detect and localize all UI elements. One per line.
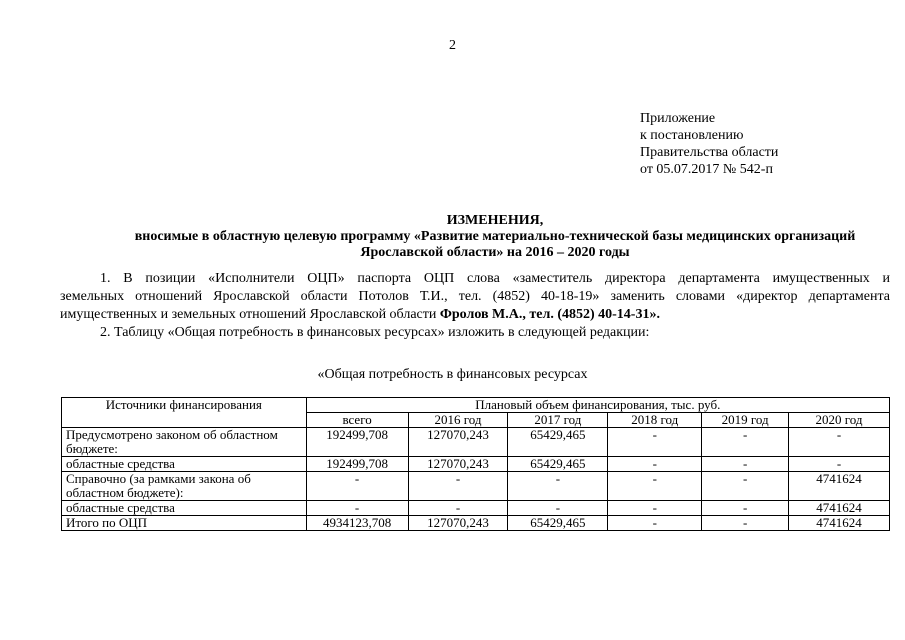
table-cell: 127070,243 [408, 516, 508, 531]
table-header-row-1 [62, 398, 890, 413]
appendix-block [640, 110, 778, 178]
column-header: 2018 год [608, 413, 702, 428]
title-line-3: Ярославской области» на 2016 – 2020 годы [360, 245, 630, 260]
row-source: областные средства [62, 457, 307, 472]
table-cell: - [702, 472, 789, 501]
table-row-total [62, 516, 890, 531]
table-row [62, 457, 890, 472]
table-cell: - [306, 501, 408, 516]
table-cell: 65429,465 [508, 457, 608, 472]
table-cell: 65429,465 [508, 516, 608, 531]
paragraph-1-line-3 [60, 306, 890, 324]
table-cell: - [508, 501, 608, 516]
table-cell: - [608, 501, 702, 516]
table-cell: 4741624 [789, 501, 890, 516]
table-row [62, 472, 890, 501]
table-cell: - [608, 428, 702, 457]
column-header: 2019 год [702, 413, 789, 428]
appendix-line-3: Правительства области [640, 145, 779, 160]
paragraph-2-line-1: 2. Таблицу «Общая потребность в финансовых ресурсах» изложить в следующей редакции: [100, 325, 650, 340]
paragraph-1-line-3-text: имущественных и земельных отношений Ярославской области [60, 307, 440, 322]
appendix-line-1: Приложение [640, 111, 716, 126]
table-cell: - [702, 457, 789, 472]
table-cell: - [789, 428, 890, 457]
table-cell: 127070,243 [408, 457, 508, 472]
table-row [62, 428, 890, 457]
row-source: Итого по ОЦП [62, 516, 307, 531]
paragraph-1-line-1: 1. В позиции «Исполнители ОЦП» паспорта ОЦП слова «заместитель директора департамента имущественных и [100, 271, 890, 286]
paragraph-1-line-3-bold: Фролов М.А., тел. (4852) 40-14-31». [439, 307, 660, 322]
column-header: 2017 год [508, 413, 608, 428]
table-cell: 4741624 [789, 472, 890, 501]
table-cell: 4741624 [789, 516, 890, 531]
column-header: 2020 год [789, 413, 890, 428]
page-number: 2 [449, 38, 456, 53]
paragraph-1-line-2: земельных отношений Ярославской области Потолов Т.И., тел. (4852) 40-18-19» заменить словами «директор департамента [60, 289, 890, 304]
table-cell: - [306, 472, 408, 501]
table-caption: «Общая потребность в финансовых ресурсах [317, 367, 588, 382]
table-cell: 192499,708 [306, 428, 408, 457]
header-plan: Плановый объем финансирования, тыс. руб. [306, 398, 889, 413]
appendix-line-4: от 05.07.2017 № 542-п [640, 162, 773, 177]
table-cell: 4934123,708 [306, 516, 408, 531]
row-source: Справочно (за рамками закона об областном бюджете): [62, 472, 307, 501]
table-cell: - [702, 428, 789, 457]
table-cell: - [608, 472, 702, 501]
table-cell: - [408, 501, 508, 516]
financing-table [61, 397, 890, 531]
table-cell: - [608, 516, 702, 531]
header-source: Источники финансирования [62, 398, 307, 428]
table-cell: - [408, 472, 508, 501]
table-cell: - [608, 457, 702, 472]
table-cell: 127070,243 [408, 428, 508, 457]
row-source: областные средства [62, 501, 307, 516]
table-cell: 192499,708 [306, 457, 408, 472]
title-heading: ИЗМЕНЕНИЯ, [446, 213, 544, 228]
table-cell: - [702, 516, 789, 531]
table-cell: - [508, 472, 608, 501]
row-source: Предусмотрено законом об областном бюджете: [62, 428, 307, 457]
paragraph-1 [60, 270, 890, 324]
paragraph-2 [60, 324, 890, 342]
table-row [62, 501, 890, 516]
column-header: 2016 год [408, 413, 508, 428]
appendix-line-2: к постановлению [640, 128, 744, 143]
table-cell: 65429,465 [508, 428, 608, 457]
document-title [60, 213, 905, 261]
table-cell: - [702, 501, 789, 516]
column-header: всего [306, 413, 408, 428]
title-line-2: вносимые в областную целевую программу «Развитие материально-технической базы медицинских организаций [134, 229, 856, 244]
table-cell: - [789, 457, 890, 472]
